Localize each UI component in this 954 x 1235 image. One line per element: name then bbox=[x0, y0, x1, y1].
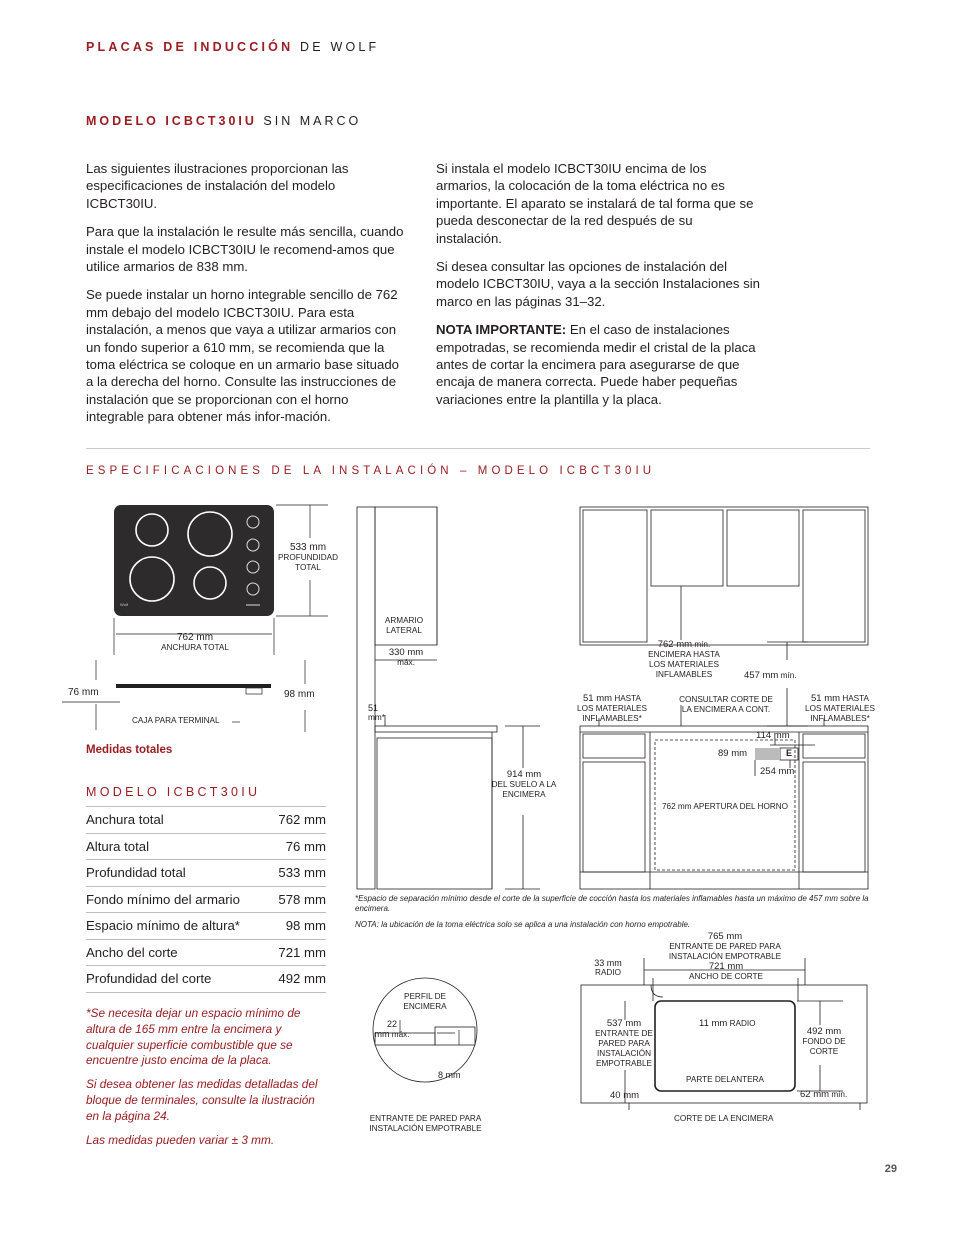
floor-caption: DEL SUELO A LA ENCIMERA bbox=[491, 780, 557, 799]
cutout-62-caption: mín. bbox=[831, 1090, 848, 1099]
side-max-label bbox=[380, 648, 432, 668]
d114-value: 114 mm bbox=[756, 730, 790, 741]
width-label bbox=[140, 633, 250, 653]
row-label: Anchura total bbox=[86, 807, 269, 834]
perfil-22-max: máx. bbox=[391, 1030, 410, 1039]
terminal-box bbox=[246, 688, 262, 694]
d89-value: 89 mm bbox=[718, 748, 748, 759]
cutout-33-value: 33 mm bbox=[594, 958, 622, 968]
cutout-765-label bbox=[665, 932, 785, 962]
cutout-492-value: 492 mm bbox=[806, 1026, 842, 1037]
height-value: 76 mm bbox=[68, 687, 99, 698]
left-51-caption: LOS MATERIALES INFLAMABLES* bbox=[577, 704, 647, 723]
table-row bbox=[86, 886, 326, 913]
cutout-721-value: 721 mm bbox=[708, 961, 744, 972]
row-value: 98 mm bbox=[269, 913, 326, 940]
cutout-537-label bbox=[588, 1019, 660, 1069]
row-label: Ancho del corte bbox=[86, 939, 269, 966]
header-subtitle: DE WOLF bbox=[300, 40, 380, 54]
depth-label bbox=[270, 543, 346, 573]
cutout-33-caption: RADIO bbox=[595, 968, 621, 977]
consultar-label: CONSULTAR CORTE DE LA ENCIMERA A CONT. bbox=[679, 695, 773, 714]
perfil-8-value: 8 mm bbox=[438, 1070, 461, 1080]
electrical-box bbox=[755, 748, 780, 760]
cutout-33-label bbox=[588, 958, 628, 978]
width-caption: ANCHURA TOTAL bbox=[161, 643, 229, 652]
clearance-value: 98 mm bbox=[284, 689, 315, 700]
intro-paragraph: Las siguientes ilustraciones proporcionan las especificaciones de instalación del modelo ICBCT30IU. bbox=[86, 161, 349, 211]
table-row bbox=[86, 860, 326, 887]
intro-paragraph: Se puede instalar un horno integrable sencillo de 762 mm debajo del modelo ICBCT30IU. Para esta instalación, a menos que vaya a utilizar armarios con un fondo superior a 610 mm, se recomienda que la toma eléctrica se coloque en un armario base situado a la derecha del horno. Consulte las instrucciones de instalación que se proporcionan con el horno integrable para obtener más infor-mación. bbox=[86, 287, 400, 425]
side-view-diagram bbox=[355, 500, 555, 890]
table-row bbox=[86, 966, 326, 993]
model-heading-bold: MODELO ICBCT30IU bbox=[86, 114, 257, 128]
side-max-caption: máx. bbox=[397, 658, 415, 667]
cutout-492-caption: FONDO DE CORTE bbox=[802, 1037, 846, 1056]
cutout-492-label bbox=[798, 1027, 850, 1057]
row-label: Fondo mínimo del armario bbox=[86, 886, 269, 913]
row-value: 533 mm bbox=[269, 860, 326, 887]
table-row bbox=[86, 833, 326, 860]
left-51-value: 51 mm bbox=[582, 693, 613, 704]
side-gap-value: 51 bbox=[368, 703, 379, 713]
upper-cabinet bbox=[651, 510, 723, 586]
cutout-front-label: PARTE DELANTERA bbox=[686, 1075, 764, 1084]
table-row bbox=[86, 939, 326, 966]
table-row bbox=[86, 913, 326, 940]
cutout-721-label bbox=[684, 962, 768, 982]
cutout-caption: CORTE DE LA ENCIMERA bbox=[674, 1114, 774, 1123]
footnote-clearance: *Espacio de separación mínimo desde el corte de la superficie de cocción hasta los materiales inflamables hasta un máximo de 457 mm sobre la encimera. bbox=[355, 894, 869, 913]
floor-value: 914 mm bbox=[506, 769, 542, 780]
cutout-11-caption: RADIO bbox=[729, 1019, 756, 1028]
row-label: Espacio mínimo de altura* bbox=[86, 913, 269, 940]
note-clearance: *Se necesita dejar un espacio mínimo de altura de 165 mm entre la encimera y cualquier superficie combustible que se encuentre justo encima de la placa. bbox=[86, 1006, 301, 1068]
perfil-22-label bbox=[372, 1019, 412, 1040]
note-tolerance: Las medidas pueden variar ± 3 mm. bbox=[86, 1132, 275, 1147]
intro-paragraph: Si instala el modelo ICBCT30IU encima de los armarios, la colocación de la toma eléctrica no es importante. El aparato se instalará de tal forma que se pueda desconectar de la red después de su instalación. bbox=[436, 161, 754, 246]
important-note bbox=[436, 321, 761, 408]
intro-column-right bbox=[436, 160, 761, 419]
perfil-title: PERFIL DE ENCIMERA bbox=[403, 992, 447, 1011]
cutout-62-value: 62 mm bbox=[800, 1089, 830, 1100]
section-divider bbox=[86, 448, 870, 449]
width-value: 762 mm bbox=[176, 632, 214, 643]
cutout-11-value: 11 mm bbox=[699, 1018, 728, 1029]
row-value: 76 mm bbox=[269, 833, 326, 860]
medidas-totales-label: Medidas totales bbox=[86, 744, 173, 756]
side-gap-unit: mm* bbox=[368, 713, 385, 722]
page-header bbox=[86, 40, 379, 54]
oven-opening-caption: APERTURA DEL HORNO bbox=[693, 802, 789, 811]
footnote-electrical: NOTA: la ubicación de la toma eléctrica solo se aplica a una instalación con horno empotrable. bbox=[355, 920, 691, 929]
oven-opening-label bbox=[662, 802, 788, 812]
min457-value: 457 mm bbox=[744, 670, 779, 681]
terminal-label: CAJA PARA TERMINAL bbox=[132, 716, 220, 725]
floor-label bbox=[490, 770, 558, 800]
row-value: 578 mm bbox=[269, 886, 326, 913]
intro-paragraph: Si desea consultar las opciones de instalación del modelo ICBCT30IU, vaya a la sección Instalaciones sin marco en las páginas 31–32. bbox=[436, 259, 760, 309]
right-51-value: 51 mm bbox=[810, 693, 841, 704]
right-51-label bbox=[800, 694, 880, 724]
page-number: 29 bbox=[884, 1163, 897, 1175]
intro-column-left bbox=[86, 160, 408, 437]
base-cabinet bbox=[377, 738, 492, 889]
row-label: Profundidad del corte bbox=[86, 966, 269, 993]
countertop bbox=[375, 726, 497, 732]
important-note-text: En el caso de instalaciones empotradas, se recomienda medir el cristal de la placa antes de cortar la encimera para asegurarse de que encaja de manera correcta. Puede haber pequeñas variaciones entre la plantilla y la placa. bbox=[436, 322, 756, 407]
depth-caption: PROFUNDIDAD TOTAL bbox=[277, 553, 339, 572]
cutout-40-value: 40 mm bbox=[610, 1090, 640, 1101]
perfil-22-value: 22 bbox=[386, 1019, 397, 1029]
intro-paragraph: Para que la instalación le resulte más sencilla, cuando instale el modelo ICBCT30IU le recomend-amos que utilice armarios de 838 mm. bbox=[86, 224, 404, 275]
wall bbox=[357, 507, 375, 889]
table-title: MODELO ICBCT30IU bbox=[86, 785, 261, 799]
row-value: 721 mm bbox=[269, 939, 326, 966]
left-51-label bbox=[572, 694, 652, 724]
cutout-537-caption: ENTRANTE DE PARED PARA INSTALACIÓN EMPOTRABLE bbox=[595, 1029, 653, 1068]
upper-cabinet bbox=[583, 510, 647, 642]
side-gap-label bbox=[368, 703, 390, 723]
note-terminal: Si desea obtener las medidas detalladas del bloque de terminales, consulte la ilustración en la página 24. bbox=[86, 1077, 318, 1123]
upper-clearance-min: mín. bbox=[694, 640, 711, 649]
row-label: Altura total bbox=[86, 833, 269, 860]
cutout-537-value: 537 mm bbox=[606, 1018, 642, 1029]
cutout-11-label bbox=[699, 1019, 756, 1029]
upper-cabinet bbox=[803, 510, 865, 642]
cutout-765-value: 765 mm bbox=[707, 931, 743, 942]
row-label: Profundidad total bbox=[86, 860, 269, 887]
model-heading-rest: SIN MARCO bbox=[263, 114, 362, 128]
upper-clearance-caption: ENCIMERA HASTA LOS MATERIALES INFLAMABLES bbox=[648, 650, 720, 679]
cutout-62-label bbox=[800, 1090, 847, 1100]
spec-heading: ESPECIFICACIONES DE LA INSTALACIÓN – MODELO ICBCT30IU bbox=[86, 465, 656, 477]
armario-label: ARMARIO LATERAL bbox=[384, 616, 424, 635]
notes-block bbox=[86, 1006, 326, 1156]
cutout-765-caption: ENTRANTE DE PARED PARA INSTALACIÓN EMPOTRABLE bbox=[668, 942, 782, 961]
min457-caption: mín. bbox=[780, 671, 797, 680]
dimensions-table bbox=[86, 806, 326, 993]
right-51-hasta: HASTA bbox=[842, 694, 870, 703]
right-51-caption: LOS MATERIALES INFLAMABLES* bbox=[805, 704, 875, 723]
upper-clearance-label bbox=[640, 640, 728, 680]
perfil-22-unit: mm bbox=[374, 1029, 390, 1039]
perfil-caption: ENTRANTE DE PARED PARA INSTALACIÓN EMPOTRABLE bbox=[369, 1114, 482, 1133]
important-note-label: NOTA IMPORTANTE: bbox=[436, 322, 567, 338]
depth-value: 533 mm bbox=[289, 542, 327, 553]
side-max-value: 330 mm bbox=[388, 647, 424, 658]
header-title: PLACAS DE INDUCCIÓN bbox=[86, 40, 294, 54]
row-value: 762 mm bbox=[269, 807, 326, 834]
oven-opening-value: 762 mm bbox=[662, 802, 692, 811]
table-row bbox=[86, 807, 326, 834]
upper-clearance-value: 762 mm bbox=[657, 639, 693, 650]
cooktop-side-profile bbox=[116, 684, 271, 688]
min457-label bbox=[744, 671, 797, 681]
cutout-721-caption: ANCHO DE CORTE bbox=[689, 972, 763, 981]
upper-cabinet bbox=[727, 510, 799, 586]
brand-logo: Wolf bbox=[120, 602, 128, 607]
outlet-e-label: E bbox=[786, 748, 793, 758]
model-heading bbox=[86, 114, 361, 128]
d254-value: 254 mm bbox=[760, 766, 795, 777]
row-value: 492 mm bbox=[269, 966, 326, 993]
cooktop-diagram bbox=[60, 500, 350, 740]
left-51-hasta: HASTA bbox=[614, 694, 642, 703]
